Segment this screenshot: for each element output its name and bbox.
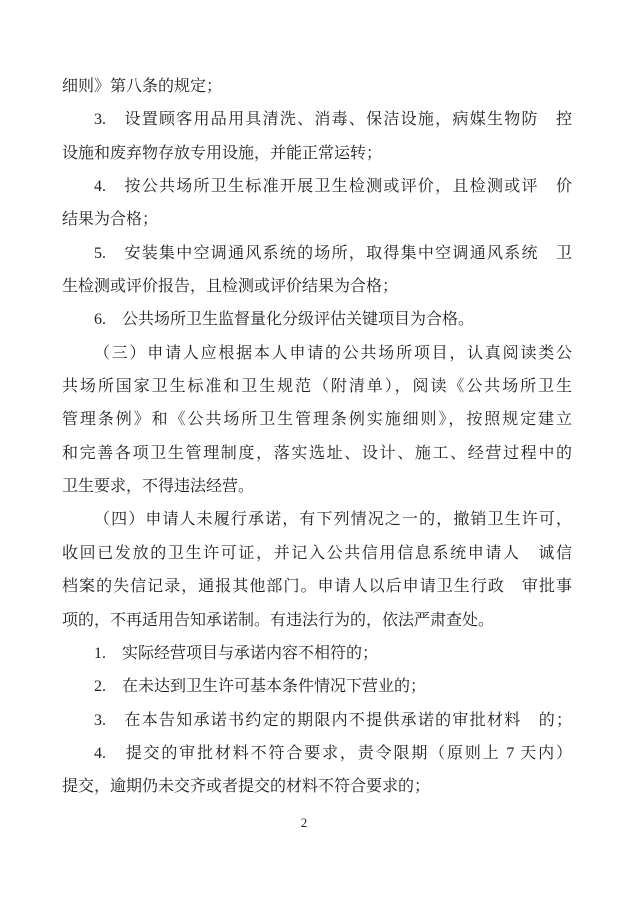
document-line: 收回已发放的卫生许可证，并记入公共信用信息系统申请人 诚信 (62, 544, 572, 562)
document-line: 生检测或评价报告，且检测或评价结果为合格； (62, 278, 399, 296)
document-line: 设施和废弃物存放专用设施，并能正常运转； (62, 144, 383, 162)
document-line: 项的，不再适用告知承诺制。有违法行为的，依法严肃查处。 (62, 611, 495, 629)
document-line: 4. 提交的审批材料不符合要求，责令限期（原则上 7 天内） (94, 744, 572, 762)
page-footer (0, 813, 608, 833)
document-body (62, 70, 572, 804)
document-line: 和完善各项卫生管理制度，落实选址、设计、施工、经营过程中的 (62, 444, 572, 462)
page-number: 2 (300, 815, 308, 830)
document-line: 3. 在本告知承诺书约定的期限内不提供承诺的审批材料 的； (94, 711, 572, 729)
document-line: 1. 实际经营项目与承诺内容不相符的； (94, 644, 379, 662)
document-line: 5. 安装集中空调通风系统的场所，取得集中空调通风系统 卫 (94, 244, 572, 262)
document-line: 2. 在未达到卫生许可基本条件情况下营业的； (94, 678, 427, 696)
document-line: 管理条例》和《公共场所卫生管理条例实施细则》，按照规定建立 (62, 411, 572, 429)
document-line: 提交，逾期仍未交齐或者提交的材料不符合要求的； (62, 778, 431, 796)
document-line: 4. 按公共场所卫生标准开展卫生检测或评价，且检测或评 价 (94, 178, 572, 196)
document-line: 卫生要求，不得违法经营。 (62, 478, 255, 496)
document-line: （四）申请人未履行承诺，有下列情况之一的，撤销卫生许可， (94, 511, 572, 529)
document-line: 档案的失信记录，通报其他部门。申请人以后申请卫生行政 审批事 (62, 578, 572, 596)
document-line: 共场所国家卫生标准和卫生规范（附清单），阅读《公共场所卫生 (62, 378, 572, 396)
document-line: 细则》第八条的规定； (62, 78, 223, 95)
document-line: 结果为合格； (62, 211, 159, 229)
document-line: 3. 设置顾客用品用具清洗、消毒、保洁设施，病媒生物防 控 (94, 111, 572, 129)
document-line: （三）申请人应根据本人申请的公共场所项目，认真阅读类公 (94, 344, 572, 362)
document-line: 6. 公共场所卫生监督量化分级评估关键项目为合格。 (94, 311, 475, 329)
